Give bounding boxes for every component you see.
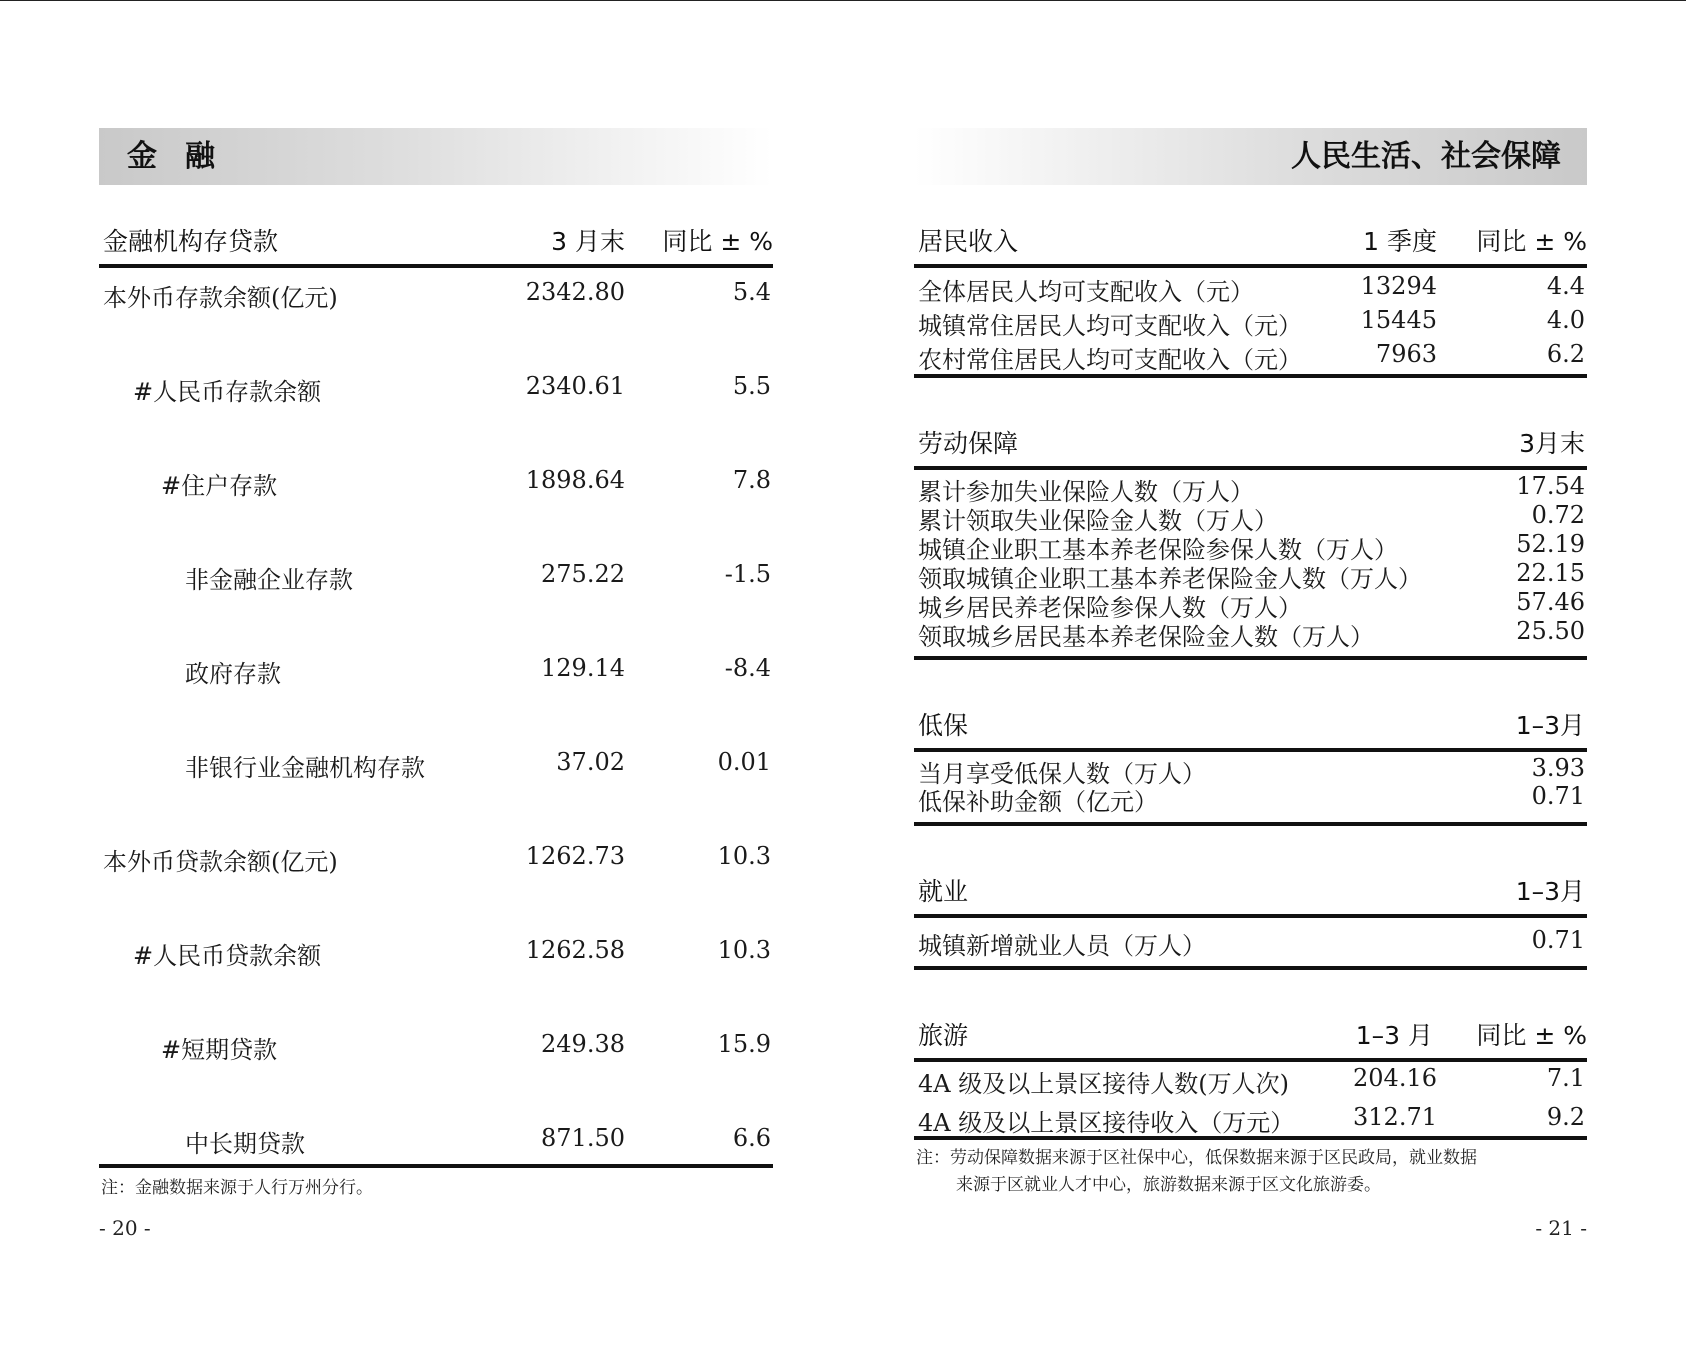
dibao-bottom-rule [914,822,1587,826]
header-label: 旅游 [918,1021,969,1050]
row-value: 13294 [1360,272,1437,300]
dibao-table-header [914,700,1587,752]
header-col-value: 1 季度 [1363,227,1437,256]
row-label: 4A 级及以上景区接待人数(万人次) [918,1070,1289,1098]
row-change: 5.4 [732,278,771,306]
row-value: 275.22 [541,560,625,588]
row-value: 7963 [1375,340,1437,368]
employment-table-header [914,866,1587,918]
row-change: 4.4 [1546,272,1585,300]
labor-bottom-rule [914,656,1587,660]
row-change: -8.4 [724,654,771,682]
header-col-value: 1–3月 [1515,877,1585,906]
row-label: #人民币贷款余额 [133,942,322,970]
row-label: 非银行业金融机构存款 [185,754,425,782]
row-label: 全体居民人均可支配收入（元） [918,278,1254,306]
section-banner-livelihood: 人民生活、社会保障 [914,128,1587,185]
row-value: 0.71 [1531,782,1585,810]
finance-note: 注：金融数据来源于人行万州分行。 [101,1178,373,1198]
income-table-header [914,216,1587,268]
row-label: 低保补助金额（亿元） [918,788,1158,816]
row-value: 312.71 [1353,1103,1437,1131]
row-label: 中长期贷款 [185,1130,305,1158]
table-bottom-rule [99,1164,773,1168]
row-value: 204.16 [1353,1064,1437,1092]
row-label: 累计参加失业保险人数（万人） [918,478,1254,506]
row-value: 129.14 [541,654,625,682]
row-value: 0.72 [1531,501,1585,529]
top-border-line [0,0,1686,1]
row-value: 1898.64 [525,466,625,494]
row-label: #短期贷款 [161,1036,278,1064]
header-col-change: 同比 ± % [662,227,773,256]
row-label: 累计领取失业保险金人数（万人） [918,507,1278,535]
row-label: 农村常住居民人均可支配收入（元） [918,346,1302,374]
row-value: 52.19 [1516,530,1585,558]
header-col-value: 1–3月 [1515,711,1585,740]
row-label: 领取城镇企业职工基本养老保险金人数（万人） [918,565,1422,593]
row-value: 15445 [1360,306,1437,334]
row-label: 城镇常住居民人均可支配收入（元） [918,312,1302,340]
tourism-bottom-rule [914,1136,1587,1140]
row-value: 2342.80 [525,278,625,306]
row-label: 4A 级及以上景区接待收入（万元） [918,1109,1295,1137]
row-label: 当月享受低保人数（万人） [918,760,1206,788]
row-label: 城乡居民养老保险参保人数（万人） [918,594,1302,622]
row-value: 22.15 [1516,559,1585,587]
header-col-change: 同比 ± % [1476,1021,1587,1050]
row-value: 37.02 [556,748,625,776]
row-label: 非金融企业存款 [185,566,353,594]
page-number-left: - 20 - [99,1216,151,1240]
row-value: 871.50 [541,1124,625,1152]
row-change: 4.0 [1546,306,1585,334]
row-value: 57.46 [1516,588,1585,616]
row-value: 25.50 [1516,617,1585,645]
tourism-table-header [914,1010,1587,1062]
livelihood-note-line2: 来源于区就业人才中心，旅游数据来源于区文化旅游委。 [956,1175,1381,1195]
row-change: 5.5 [732,372,771,400]
row-change: 6.2 [1546,340,1585,368]
row-value: 249.38 [541,1030,625,1058]
row-change: -1.5 [724,560,771,588]
section-banner-finance: 金融 [99,128,773,185]
row-change: 0.01 [717,748,771,776]
row-change: 9.2 [1546,1103,1585,1131]
row-value: 0.71 [1531,926,1585,954]
row-change: 6.6 [732,1124,771,1152]
header-label: 居民收入 [918,227,1019,256]
row-change: 7.1 [1546,1064,1585,1092]
labor-table-header [914,418,1587,470]
row-change: 10.3 [717,842,771,870]
header-col-value: 1–3 月 [1355,1021,1433,1050]
header-col-change: 同比 ± % [1476,227,1587,256]
row-change: 10.3 [717,936,771,964]
row-change: 7.8 [732,466,771,494]
row-value: 3.93 [1531,754,1585,782]
header-label: 金融机构存贷款 [103,227,279,256]
row-label: 城镇新增就业人员（万人） [918,932,1206,960]
row-label: 本外币贷款余额(亿元) [103,848,338,876]
header-label: 低保 [918,711,969,740]
row-value: 1262.58 [525,936,625,964]
row-value: 2340.61 [525,372,625,400]
header-label: 就业 [918,877,969,906]
livelihood-note-line1: 注：劳动保障数据来源于区社保中心，低保数据来源于区民政局，就业数据 [916,1148,1477,1168]
header-col-value: 3月末 [1519,429,1585,458]
income-bottom-rule [914,374,1587,378]
employment-bottom-rule [914,966,1587,970]
row-label: 政府存款 [185,660,281,688]
row-value: 1262.73 [525,842,625,870]
row-change: 15.9 [717,1030,771,1058]
header-label: 劳动保障 [918,429,1019,458]
row-label: 城镇企业职工基本养老保险参保人数（万人） [918,536,1398,564]
row-label: 本外币存款余额(亿元) [103,284,338,312]
row-label: #人民币存款余额 [133,378,322,406]
header-col-value: 3 月末 [551,227,625,256]
finance-table-header [99,216,773,268]
row-value: 17.54 [1516,472,1585,500]
row-label: #住户存款 [161,472,278,500]
row-label: 领取城乡居民基本养老保险金人数（万人） [918,623,1374,651]
page-number-right: - 21 - [1535,1216,1587,1240]
